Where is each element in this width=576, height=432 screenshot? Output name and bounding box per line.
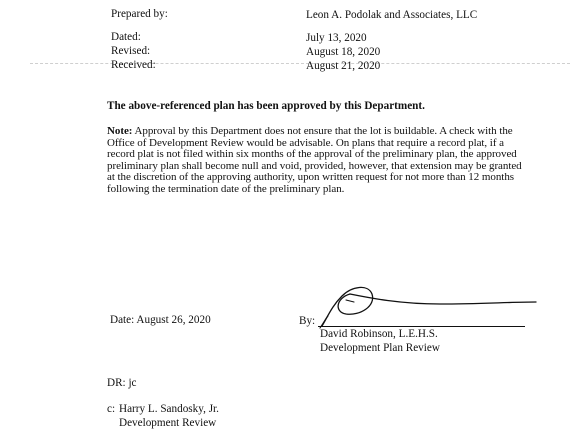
note-line-4: preliminary plan shall become null and void, provided, however, that extension may be granted: [107, 159, 522, 172]
note-line-1-text: Approval by this Department does not ensure that the lot is buildable. A check with the: [132, 125, 513, 137]
cc-department: Development Review: [119, 417, 217, 429]
prepared-by-value: Leon A. Podolak and Associates, LLC: [306, 9, 478, 21]
signer-name: David Robinson, L.E.H.S.: [320, 328, 438, 340]
note-paragraph: [107, 125, 522, 196]
note-label: Note:: [107, 125, 133, 137]
signer-title: Development Plan Review: [320, 342, 440, 354]
note-line-6: following the termination date of the preliminary plan.: [107, 182, 345, 195]
dated-value: July 13, 2020: [306, 32, 367, 44]
prepared-by-label: Prepared by:: [111, 8, 168, 20]
approval-statement: The above-referenced plan has been approved by this Department.: [107, 100, 425, 112]
by-label: By:: [299, 315, 316, 327]
note-line-3: record plat is not filed within six months of the approval of the preliminary plan, the approved: [107, 148, 517, 161]
note-line-2: Office of Development Review would be advisable. On plans that require a record plat, if a: [107, 136, 504, 149]
cc-name: Harry L. Sandosky, Jr.: [119, 403, 219, 415]
dr-initials: DR: jc: [107, 377, 137, 389]
dated-label: Dated:: [111, 31, 141, 43]
note-line-5: at the discretion of the approving authority, upon written request for not more than 12 months: [107, 171, 514, 184]
note-line-1: [107, 126, 517, 138]
revised-value: August 18, 2020: [306, 46, 381, 58]
cc-label: c:: [107, 403, 116, 415]
approval-date: Date: August 26, 2020: [110, 314, 211, 326]
revised-label: Revised:: [111, 45, 151, 57]
received-value: August 21, 2020: [306, 60, 381, 72]
received-label: Received:: [111, 59, 156, 71]
